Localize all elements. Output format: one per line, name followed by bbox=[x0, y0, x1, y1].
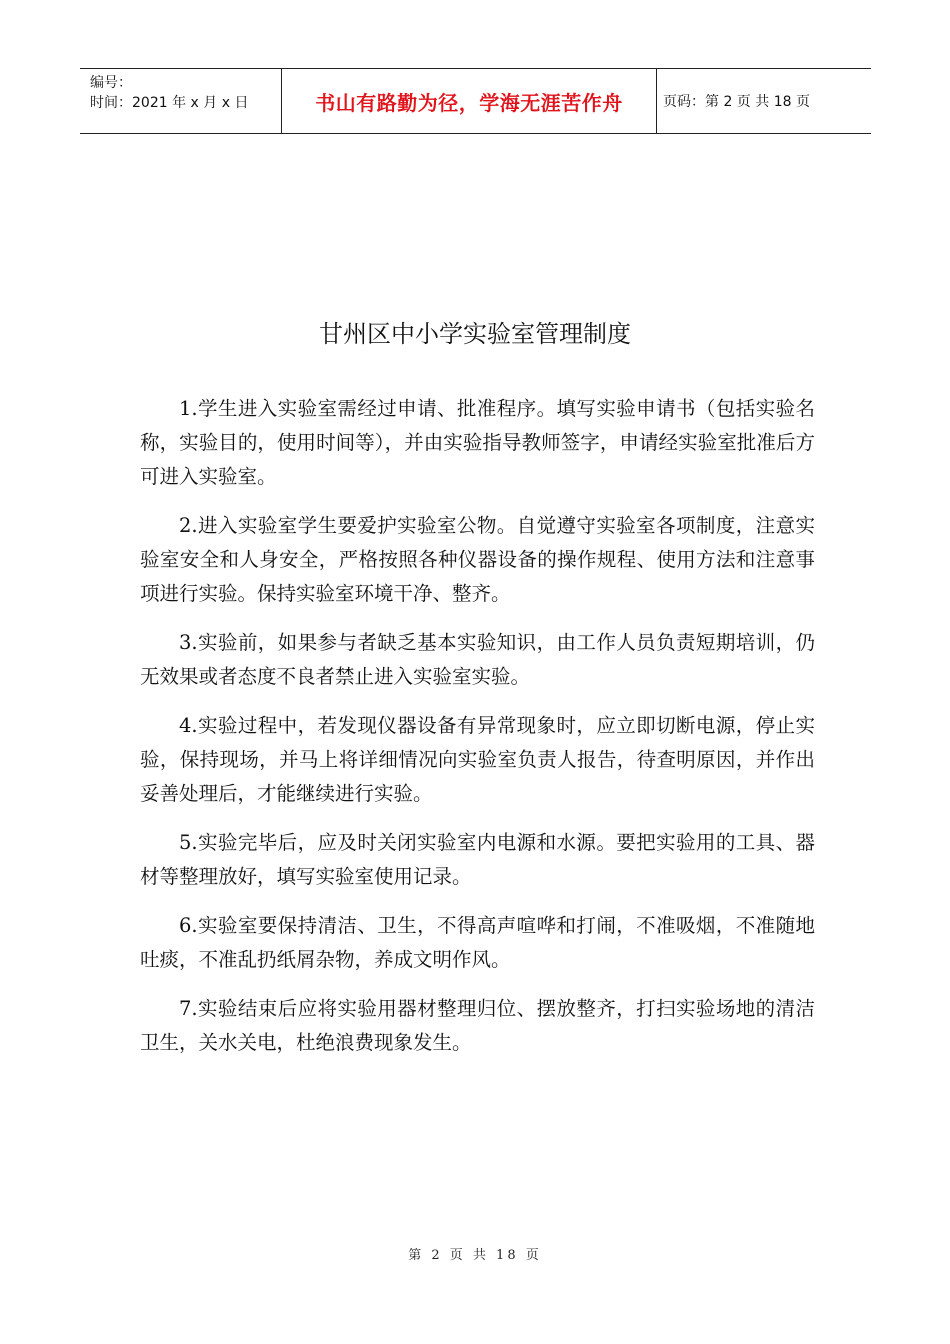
rule-paragraph-7: 7.实验结束后应将实验用器材整理归位、摆放整齐，打扫实验场地的清洁卫生，关水关电，杜绝浪费现象发生。 bbox=[140, 997, 815, 1054]
rule-paragraph-2: 2.进入实验室学生要爱护实验室公物。自觉遵守实验室各项制度，注意实验室安全和人身安全，严格按照各种仪器设备的操作规程、使用方法和注意事项进行实验。保持实验室环境干净、整齐。 bbox=[140, 514, 815, 605]
rule-paragraph-5: 5.实验完毕后，应及时关闭实验室内电源和水源。要把实验用的工具、器材等整理放好，填写实验室使用记录。 bbox=[140, 831, 815, 888]
page-footer: 第 2 页 共 18 页 bbox=[408, 1248, 542, 1263]
document-title: 甘州区中小学实验室管理制度 bbox=[319, 320, 631, 348]
document-body bbox=[140, 392, 815, 1075]
document-date-label: 时间：2021 年 x 月 x 日 bbox=[90, 95, 249, 111]
rule-paragraph-4: 4.实验过程中，若发现仪器设备有异常现象时，应立即切断电源，停止实验，保持现场，并马上将详细情况向实验室负责人报告，待查明原因，并作出妥善处理后，才能继续进行实验。 bbox=[140, 714, 815, 805]
rule-paragraph-1: 1.学生进入实验室需经过申请、批准程序。填写实验申请书（包括实验名称，实验目的，使用时间等），并由实验指导教师签字，申请经实验室批准后方可进入实验室。 bbox=[140, 397, 815, 488]
header-page-info: 页码：第 2 页 共 18 页 bbox=[663, 94, 810, 110]
rule-paragraph-3: 3.实验前，如果参与者缺乏基本实验知识，由工作人员负责短期培训，仍无效果或者态度不良者禁止进入实验室实验。 bbox=[140, 631, 815, 688]
header-meta bbox=[80, 69, 282, 133]
page-header bbox=[80, 68, 871, 134]
document-number-label: 编号： bbox=[90, 75, 132, 91]
header-motto: 书山有路勤为径，学海无涯苦作舟 bbox=[282, 69, 657, 133]
rule-paragraph-6: 6.实验室要保持清洁、卫生，不得高声喧哗和打闹，不准吸烟，不准随地吐痰，不准乱扔纸屑杂物，养成文明作风。 bbox=[140, 914, 815, 971]
